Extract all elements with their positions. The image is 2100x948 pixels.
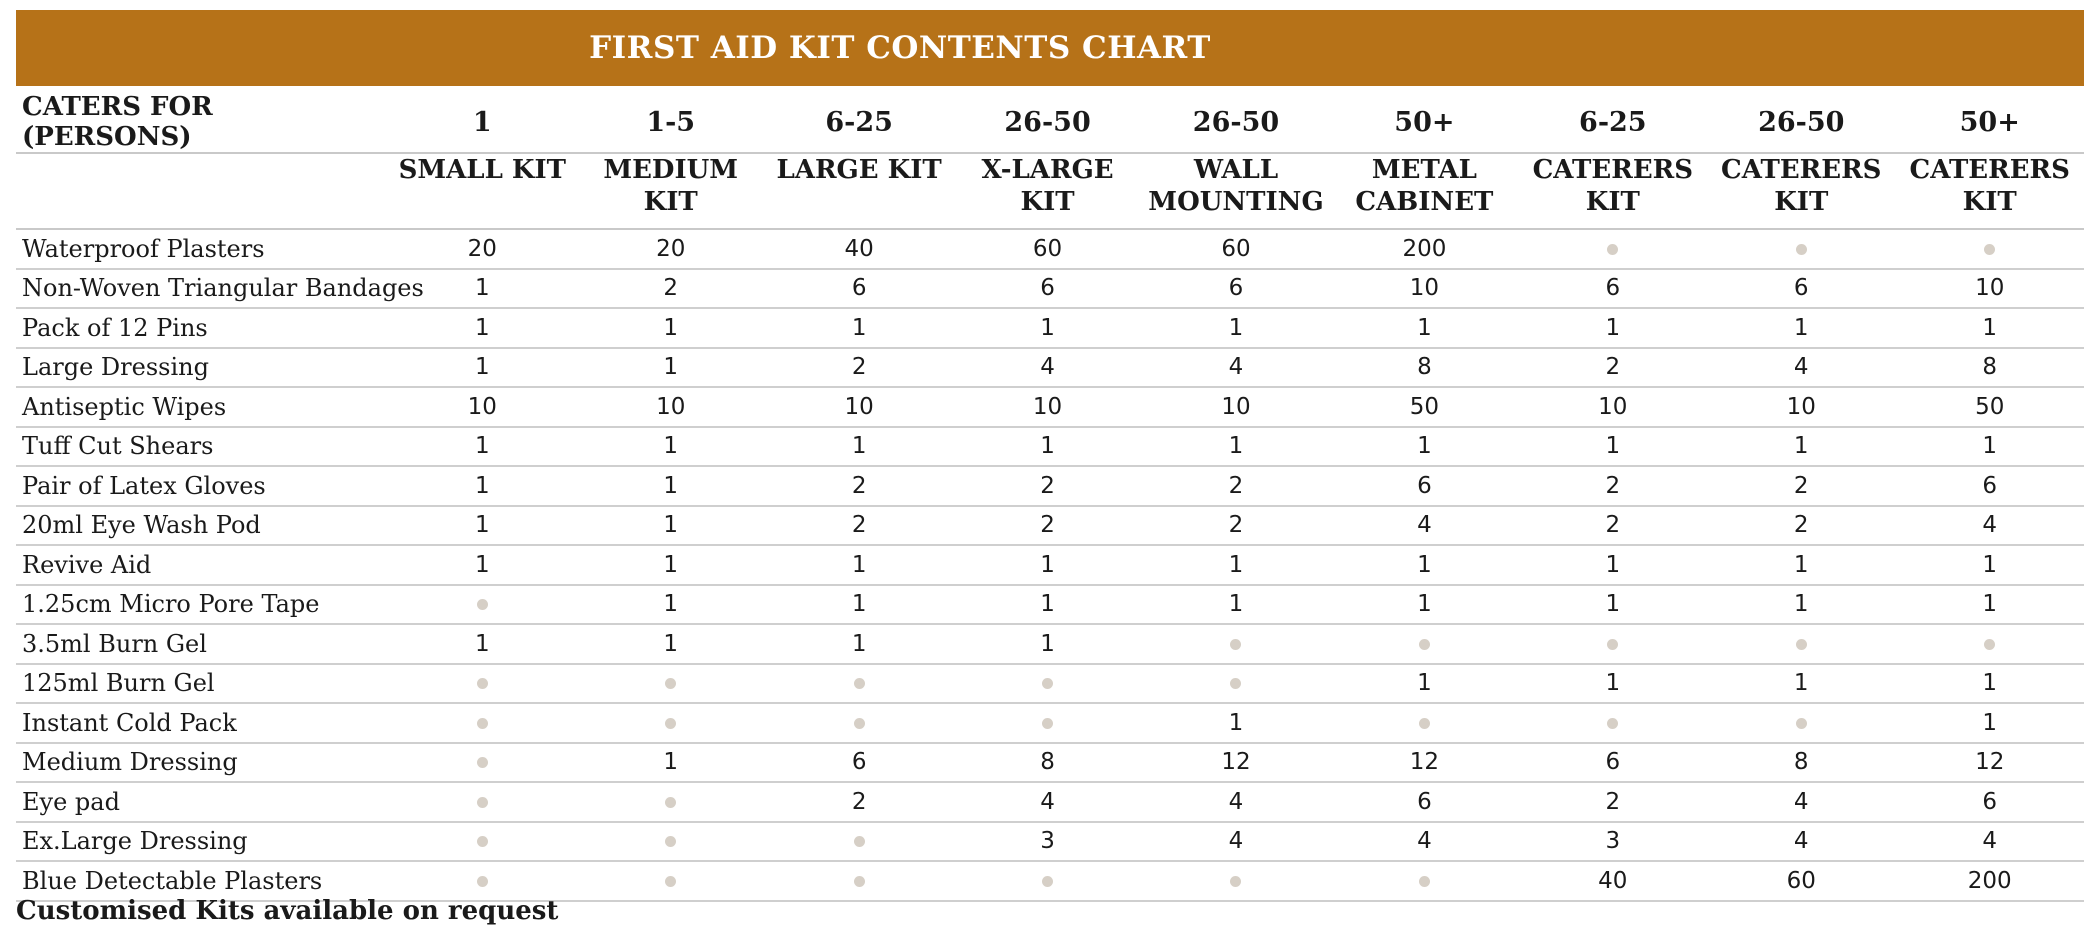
not-included-dot-icon	[477, 599, 488, 610]
quantity-cell: 20	[577, 229, 765, 269]
quantity-cell: 1	[1895, 585, 2084, 625]
not-included-dot-icon	[477, 836, 488, 847]
not-included-dot-icon	[1042, 876, 1053, 887]
quantity-cell: 1	[1330, 308, 1518, 348]
quantity-cell: 40	[1519, 861, 1707, 901]
table-row	[16, 703, 2084, 743]
not-included-dot-icon	[1042, 678, 1053, 689]
not-included-dot-icon	[1419, 718, 1430, 729]
table-row	[16, 664, 2084, 704]
persons-header-cell: 1	[388, 92, 576, 153]
not-included-dot-icon	[1796, 244, 1807, 255]
empty-cell	[1330, 703, 1518, 743]
quantity-cell: 1	[577, 506, 765, 546]
quantity-cell: 4	[1330, 506, 1518, 546]
quantity-cell: 10	[1895, 269, 2084, 309]
not-included-dot-icon	[477, 678, 488, 689]
quantity-cell: 1	[765, 624, 953, 664]
quantity-cell: 2	[1707, 466, 1895, 506]
not-included-dot-icon	[1230, 678, 1241, 689]
quantity-cell: 12	[1330, 743, 1518, 783]
kit-name-line: LARGE KIT	[776, 155, 942, 185]
quantity-cell: 1	[388, 427, 576, 467]
quantity-cell: 2	[577, 269, 765, 309]
quantity-cell: 1	[953, 545, 1141, 585]
persons-header-cell: 26-50	[1707, 92, 1895, 153]
not-included-dot-icon	[854, 718, 865, 729]
not-included-dot-icon	[477, 797, 488, 808]
persons-header-cell: 1-5	[577, 92, 765, 153]
persons-header-cell: 50+	[1895, 92, 2084, 153]
footer-note: Customised Kits available on request	[16, 896, 559, 926]
table-row	[16, 506, 2084, 546]
quantity-cell: 1	[765, 545, 953, 585]
quantity-cell: 1	[388, 545, 576, 585]
persons-header-cell: 26-50	[1142, 92, 1330, 153]
not-included-dot-icon	[1042, 718, 1053, 729]
empty-cell	[1895, 624, 2084, 664]
kit-name-line: KIT	[1774, 187, 1829, 217]
not-included-dot-icon	[477, 876, 488, 887]
kit-name-header-cell	[1895, 153, 2084, 229]
empty-cell	[577, 861, 765, 901]
empty-cell	[1519, 703, 1707, 743]
title-banner	[16, 10, 2084, 86]
quantity-cell: 2	[1519, 348, 1707, 388]
kit-name-header-cell	[953, 153, 1141, 229]
quantity-cell: 1	[577, 466, 765, 506]
quantity-cell: 1	[577, 545, 765, 585]
quantity-cell: 10	[1707, 387, 1895, 427]
kit-name-line: METAL	[1371, 155, 1477, 185]
persons-header-cell: 50+	[1330, 92, 1518, 153]
quantity-cell: 1	[1707, 308, 1895, 348]
quantity-cell: 1	[577, 585, 765, 625]
quantity-cell: 6	[765, 743, 953, 783]
quantity-cell: 2	[1142, 466, 1330, 506]
persons-header-cell: 6-25	[1519, 92, 1707, 153]
item-name-cell: Pack of 12 Pins	[16, 308, 388, 348]
kit-name-line: SMALL KIT	[398, 155, 567, 185]
table-row	[16, 269, 2084, 309]
quantity-cell: 1	[1519, 545, 1707, 585]
quantity-cell: 6	[1330, 466, 1518, 506]
quantity-cell: 10	[1519, 387, 1707, 427]
empty-cell	[1330, 861, 1518, 901]
kit-name-line: KIT	[1585, 187, 1640, 217]
item-name-cell: Pair of Latex Gloves	[16, 466, 388, 506]
not-included-dot-icon	[477, 757, 488, 768]
empty-cell	[388, 822, 576, 862]
item-name-cell: Non-Woven Triangular Bandages	[16, 269, 388, 309]
empty-cell	[765, 703, 953, 743]
item-name-cell: 3.5ml Burn Gel	[16, 624, 388, 664]
item-name-cell: Eye pad	[16, 782, 388, 822]
kit-name-line: MEDIUM KIT	[603, 155, 739, 217]
quantity-cell: 4	[1895, 506, 2084, 546]
empty-cell	[577, 822, 765, 862]
quantity-cell: 2	[765, 506, 953, 546]
not-included-dot-icon	[665, 797, 676, 808]
kit-name-header-cell	[1330, 153, 1518, 229]
quantity-cell: 4	[1142, 782, 1330, 822]
kit-name-line: X-LARGE KIT	[981, 155, 1114, 217]
quantity-cell: 1	[1330, 664, 1518, 704]
quantity-cell: 6	[765, 269, 953, 309]
quantity-cell: 4	[1707, 348, 1895, 388]
quantity-cell: 4	[1142, 348, 1330, 388]
quantity-cell: 3	[953, 822, 1141, 862]
not-included-dot-icon	[1796, 639, 1807, 650]
table-row	[16, 782, 2084, 822]
item-name-cell: 1.25cm Micro Pore Tape	[16, 585, 388, 625]
quantity-cell: 6	[1707, 269, 1895, 309]
not-included-dot-icon	[1230, 639, 1241, 650]
quantity-cell: 2	[765, 782, 953, 822]
chart-title: FIRST AID KIT CONTENTS CHART	[589, 30, 1211, 66]
quantity-cell: 6	[1519, 743, 1707, 783]
empty-cell	[577, 664, 765, 704]
quantity-cell: 2	[765, 466, 953, 506]
empty-cell	[953, 861, 1141, 901]
item-name-cell: Waterproof Plasters	[16, 229, 388, 269]
empty-cell	[388, 585, 576, 625]
table-row	[16, 585, 2084, 625]
quantity-cell: 12	[1142, 743, 1330, 783]
quantity-cell: 1	[1707, 427, 1895, 467]
quantity-cell: 1	[577, 348, 765, 388]
quantity-cell: 3	[1519, 822, 1707, 862]
kit-contents-table	[16, 92, 2084, 902]
quantity-cell: 1	[1142, 585, 1330, 625]
quantity-cell: 50	[1895, 387, 2084, 427]
quantity-cell: 1	[953, 585, 1141, 625]
item-name-cell: Large Dressing	[16, 348, 388, 388]
quantity-cell: 1	[388, 308, 576, 348]
empty-cell	[388, 664, 576, 704]
quantity-cell: 1	[765, 585, 953, 625]
table-row	[16, 822, 2084, 862]
empty-cell	[1142, 624, 1330, 664]
quantity-cell: 1	[1142, 427, 1330, 467]
not-included-dot-icon	[665, 836, 676, 847]
quantity-cell: 6	[1895, 782, 2084, 822]
persons-header-row	[16, 92, 2084, 153]
quantity-cell: 4	[953, 782, 1141, 822]
quantity-cell: 1	[577, 624, 765, 664]
quantity-cell: 1	[1142, 545, 1330, 585]
empty-cell	[1707, 229, 1895, 269]
quantity-cell: 1	[388, 466, 576, 506]
quantity-cell: 6	[1895, 466, 2084, 506]
item-name-cell: 20ml Eye Wash Pod	[16, 506, 388, 546]
quantity-cell: 60	[953, 229, 1141, 269]
quantity-cell: 1	[1519, 664, 1707, 704]
table-row	[16, 743, 2084, 783]
empty-cell	[1895, 229, 2084, 269]
item-name-cell: Instant Cold Pack	[16, 703, 388, 743]
quantity-cell: 2	[1519, 466, 1707, 506]
kit-name-header-cell	[388, 153, 576, 229]
quantity-cell: 1	[1895, 545, 2084, 585]
caters-for-label: CATERS FOR (PERSONS)	[16, 92, 388, 153]
empty-cell	[765, 664, 953, 704]
quantity-cell: 60	[1707, 861, 1895, 901]
table-row	[16, 229, 2084, 269]
item-name-cell: Ex.Large Dressing	[16, 822, 388, 862]
quantity-cell: 1	[388, 624, 576, 664]
quantity-cell: 1	[953, 624, 1141, 664]
quantity-cell: 1	[577, 308, 765, 348]
quantity-cell: 1	[1330, 585, 1518, 625]
quantity-cell: 200	[1895, 861, 2084, 901]
kit-name-header-cell	[1519, 153, 1707, 229]
kit-name-header-cell	[1142, 153, 1330, 229]
kit-name-header-cell	[1707, 153, 1895, 229]
quantity-cell: 1	[1895, 308, 2084, 348]
quantity-cell: 10	[765, 387, 953, 427]
not-included-dot-icon	[854, 678, 865, 689]
not-included-dot-icon	[1607, 244, 1618, 255]
table-row	[16, 427, 2084, 467]
kit-name-line: CATERERS	[1909, 155, 2070, 185]
quantity-cell: 1	[953, 427, 1141, 467]
empty-cell	[765, 822, 953, 862]
quantity-cell: 1	[1142, 703, 1330, 743]
quantity-cell: 1	[1707, 664, 1895, 704]
empty-cell	[953, 703, 1141, 743]
item-name-cell: 125ml Burn Gel	[16, 664, 388, 704]
kit-name-header-cell	[577, 153, 765, 229]
table-row	[16, 387, 2084, 427]
quantity-cell: 8	[1895, 348, 2084, 388]
quantity-cell: 1	[1895, 664, 2084, 704]
not-included-dot-icon	[1796, 718, 1807, 729]
blank-header-cell	[16, 153, 388, 229]
quantity-cell: 2	[1519, 782, 1707, 822]
item-name-cell: Medium Dressing	[16, 743, 388, 783]
quantity-cell: 40	[765, 229, 953, 269]
not-included-dot-icon	[1419, 876, 1430, 887]
quantity-cell: 6	[1330, 782, 1518, 822]
quantity-cell: 12	[1895, 743, 2084, 783]
quantity-cell: 6	[953, 269, 1141, 309]
item-name-cell: Antiseptic Wipes	[16, 387, 388, 427]
table-body	[16, 229, 2084, 901]
quantity-cell: 1	[765, 308, 953, 348]
quantity-cell: 4	[1330, 822, 1518, 862]
empty-cell	[388, 782, 576, 822]
not-included-dot-icon	[1230, 876, 1241, 887]
quantity-cell: 1	[388, 506, 576, 546]
quantity-cell: 1	[1895, 427, 2084, 467]
kit-name-line: WALL	[1193, 155, 1279, 185]
not-included-dot-icon	[665, 678, 676, 689]
not-included-dot-icon	[854, 876, 865, 887]
empty-cell	[953, 664, 1141, 704]
empty-cell	[388, 861, 576, 901]
table-row	[16, 308, 2084, 348]
quantity-cell: 8	[1330, 348, 1518, 388]
quantity-cell: 60	[1142, 229, 1330, 269]
quantity-cell: 50	[1330, 387, 1518, 427]
quantity-cell: 1	[577, 427, 765, 467]
quantity-cell: 10	[1330, 269, 1518, 309]
empty-cell	[1519, 624, 1707, 664]
empty-cell	[1519, 229, 1707, 269]
quantity-cell: 4	[1707, 822, 1895, 862]
not-included-dot-icon	[1419, 639, 1430, 650]
not-included-dot-icon	[1984, 244, 1995, 255]
quantity-cell: 1	[1707, 585, 1895, 625]
quantity-cell: 10	[388, 387, 576, 427]
table-row	[16, 348, 2084, 388]
quantity-cell: 1	[1142, 308, 1330, 348]
persons-header-cell: 6-25	[765, 92, 953, 153]
quantity-cell: 2	[1142, 506, 1330, 546]
empty-cell	[1142, 861, 1330, 901]
quantity-cell: 1	[1519, 585, 1707, 625]
quantity-cell: 6	[1142, 269, 1330, 309]
empty-cell	[1707, 703, 1895, 743]
table-row	[16, 545, 2084, 585]
empty-cell	[1330, 624, 1518, 664]
quantity-cell: 4	[1142, 822, 1330, 862]
not-included-dot-icon	[665, 876, 676, 887]
empty-cell	[388, 743, 576, 783]
kit-name-line: CABINET	[1355, 187, 1494, 217]
empty-cell	[1142, 664, 1330, 704]
item-name-cell: Blue Detectable Plasters	[16, 861, 388, 901]
quantity-cell: 1	[1519, 427, 1707, 467]
persons-header-cell: 26-50	[953, 92, 1141, 153]
quantity-cell: 1	[1330, 545, 1518, 585]
not-included-dot-icon	[665, 718, 676, 729]
quantity-cell: 2	[1707, 506, 1895, 546]
quantity-cell: 4	[1895, 822, 2084, 862]
empty-cell	[577, 703, 765, 743]
quantity-cell: 10	[1142, 387, 1330, 427]
quantity-cell: 20	[388, 229, 576, 269]
quantity-cell: 4	[953, 348, 1141, 388]
kit-name-line: CATERERS	[1721, 155, 1882, 185]
kit-name-line: MOUNTING	[1148, 187, 1324, 217]
not-included-dot-icon	[1984, 639, 1995, 650]
empty-cell	[388, 703, 576, 743]
empty-cell	[577, 782, 765, 822]
empty-cell	[765, 861, 953, 901]
quantity-cell: 10	[953, 387, 1141, 427]
quantity-cell: 6	[1519, 269, 1707, 309]
not-included-dot-icon	[1607, 718, 1618, 729]
quantity-cell: 10	[577, 387, 765, 427]
empty-cell	[1707, 624, 1895, 664]
quantity-cell: 4	[1707, 782, 1895, 822]
table-row	[16, 466, 2084, 506]
not-included-dot-icon	[854, 836, 865, 847]
quantity-cell: 1	[1330, 427, 1518, 467]
quantity-cell: 2	[765, 348, 953, 388]
item-name-cell: Revive Aid	[16, 545, 388, 585]
quantity-cell: 2	[953, 506, 1141, 546]
quantity-cell: 8	[1707, 743, 1895, 783]
table-row	[16, 861, 2084, 901]
table-row	[16, 624, 2084, 664]
quantity-cell: 1	[577, 743, 765, 783]
kit-name-line: CATERERS	[1532, 155, 1694, 185]
kit-names-header-row	[16, 153, 2084, 229]
quantity-cell: 1	[1519, 308, 1707, 348]
quantity-cell: 1	[765, 427, 953, 467]
item-name-cell: Tuff Cut Shears	[16, 427, 388, 467]
quantity-cell: 8	[953, 743, 1141, 783]
not-included-dot-icon	[1607, 639, 1618, 650]
quantity-cell: 1	[388, 269, 576, 309]
quantity-cell: 2	[1519, 506, 1707, 546]
quantity-cell: 200	[1330, 229, 1518, 269]
quantity-cell: 1	[388, 348, 576, 388]
kit-name-line: KIT	[1962, 187, 2017, 217]
not-included-dot-icon	[477, 718, 488, 729]
quantity-cell: 2	[953, 466, 1141, 506]
quantity-cell: 1	[953, 308, 1141, 348]
quantity-cell: 1	[1707, 545, 1895, 585]
kit-name-header-cell	[765, 153, 953, 229]
quantity-cell: 1	[1895, 703, 2084, 743]
